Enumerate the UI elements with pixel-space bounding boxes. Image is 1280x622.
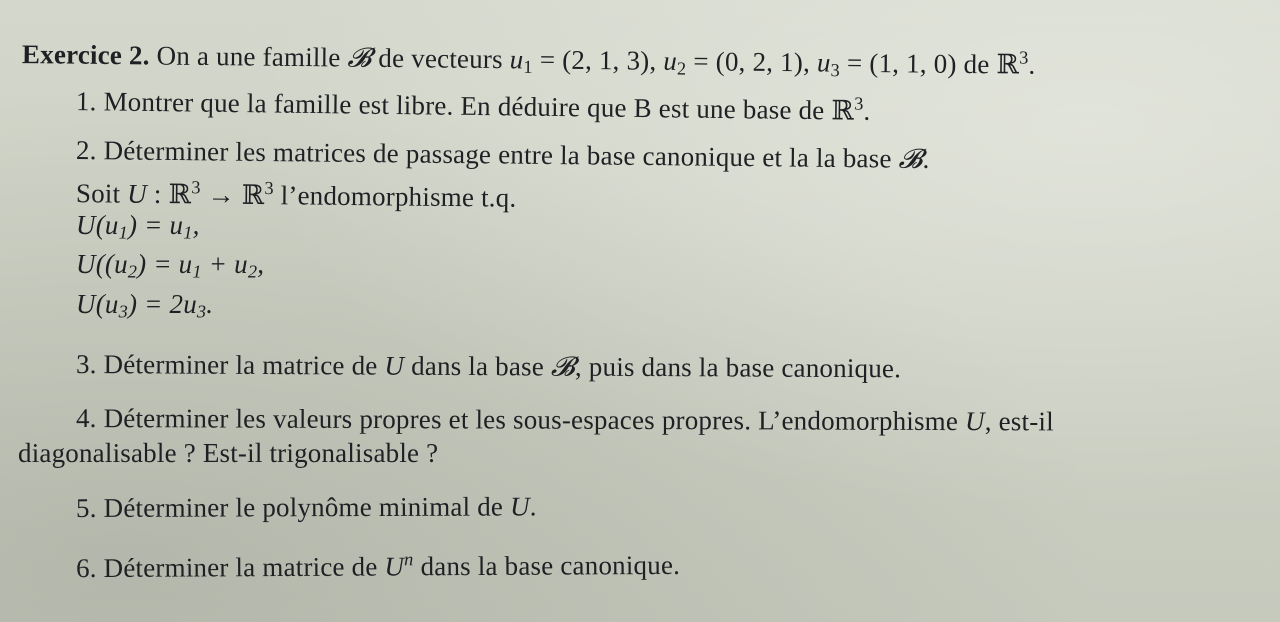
q6-exponent: n [404, 549, 414, 570]
eq3-rhs-sub: 3 [196, 301, 207, 322]
def-end: l’endomorphisme t.q. [273, 180, 517, 213]
def-r-codomain-exp: 3 [264, 177, 274, 199]
def-r-codomain: ℝ [241, 179, 265, 212]
q1-text: 1. Montrer que la famille est libre. En déduire que B est une base de [75, 86, 832, 126]
equation-2 [76, 248, 264, 288]
def-U: U [127, 178, 148, 209]
u3-sub: 3 [830, 60, 841, 81]
q1-r-symbol: ℝ [831, 95, 855, 127]
eq3-rhs: ) = 2u [127, 289, 197, 319]
u2-value: = (0, 2, 1), [686, 46, 818, 78]
u2-name: u [663, 45, 678, 76]
eq2-plus: + u [201, 249, 248, 279]
eq1-sub: 1 [118, 222, 128, 243]
q5-U: U [509, 491, 530, 522]
q2-text: 2. Déterminer les matrices de passage entre la base canonique et la la base [75, 135, 899, 174]
def-arrow: → [200, 179, 242, 210]
q3-text-b: dans la base [404, 350, 552, 382]
eq2-rhs-sub2: 2 [247, 261, 258, 282]
eq2-lhs: U((u [76, 249, 128, 279]
def-r-domain-exp: 3 [191, 177, 201, 198]
intro-text-a: On a une famille [156, 40, 348, 73]
eq2-sub: 2 [127, 261, 138, 282]
u3-name: u [816, 47, 831, 78]
eq1-rhs-sub: 1 [183, 222, 193, 243]
question-1 [76, 78, 871, 128]
eq1-lhs: U(u [76, 210, 119, 240]
r3-exponent: 3 [1019, 47, 1029, 68]
u1-sub: 1 [523, 56, 533, 78]
question-5 [76, 490, 537, 524]
q4-line2: diagonalisable ? Est-il trigonalisable ? [18, 438, 439, 468]
r3-symbol: ℝ [996, 49, 1020, 81]
u3-value: = (1, 1, 0) de [839, 47, 997, 80]
equation-3 [76, 288, 213, 328]
intro-end: . [1028, 49, 1036, 80]
eq1-end: , [192, 210, 200, 240]
q5-text: 5. Déterminer le polynôme minimal de [75, 491, 511, 523]
question-2 [76, 134, 930, 175]
question-3 [76, 348, 901, 384]
family-symbol: 𝓑 [347, 42, 372, 73]
u2-sub: 2 [676, 58, 687, 79]
q6-text: 6. Déterminer la matrice de [75, 551, 385, 584]
def-soit: Soit [75, 178, 128, 209]
def-colon: : [146, 178, 169, 210]
eq2-rhs: ) = u [137, 249, 193, 279]
eq1-rhs: ) = u [127, 210, 184, 240]
q6-end: dans la base canonique. [413, 549, 681, 582]
eq3-sub: 3 [118, 301, 128, 322]
question-6 [76, 542, 680, 584]
endomorphism-definition [76, 170, 517, 215]
q5-end: . [529, 491, 537, 522]
equation-1 [76, 209, 200, 249]
question-4 [76, 402, 1054, 437]
q3-end: , puis dans la base canonique. [574, 351, 902, 384]
question-4-continued [18, 437, 438, 469]
eq3-lhs: U(u [76, 289, 119, 319]
intro-text-b: de vecteurs [371, 42, 510, 75]
eq2-rhs-sub1: 1 [192, 261, 202, 282]
q4-text-b: , est-il [984, 406, 1054, 437]
u1-value: = (2, 1, 3), [532, 44, 664, 76]
u1-name: u [509, 44, 524, 75]
q4-U: U [965, 406, 985, 437]
q2-family-symbol: 𝓑 [898, 143, 923, 174]
eq2-end: , [257, 249, 265, 279]
q3-U: U [384, 350, 405, 381]
q3-family-symbol: 𝓑 [550, 351, 576, 382]
def-r-domain: ℝ [168, 179, 192, 211]
q4-text: 4. Déterminer les valeurs propres et les sous-espaces propres. L’endomorphisme [75, 403, 966, 437]
q1-end: . [863, 95, 871, 126]
q1-r-exponent: 3 [854, 93, 864, 114]
q3-text: 3. Déterminer la matrice de [75, 349, 385, 381]
q6-U: U [384, 551, 405, 582]
exercise-title: Exercice 2. [21, 39, 150, 71]
eq3-end: . [206, 289, 214, 319]
q2-end: . [922, 143, 930, 174]
